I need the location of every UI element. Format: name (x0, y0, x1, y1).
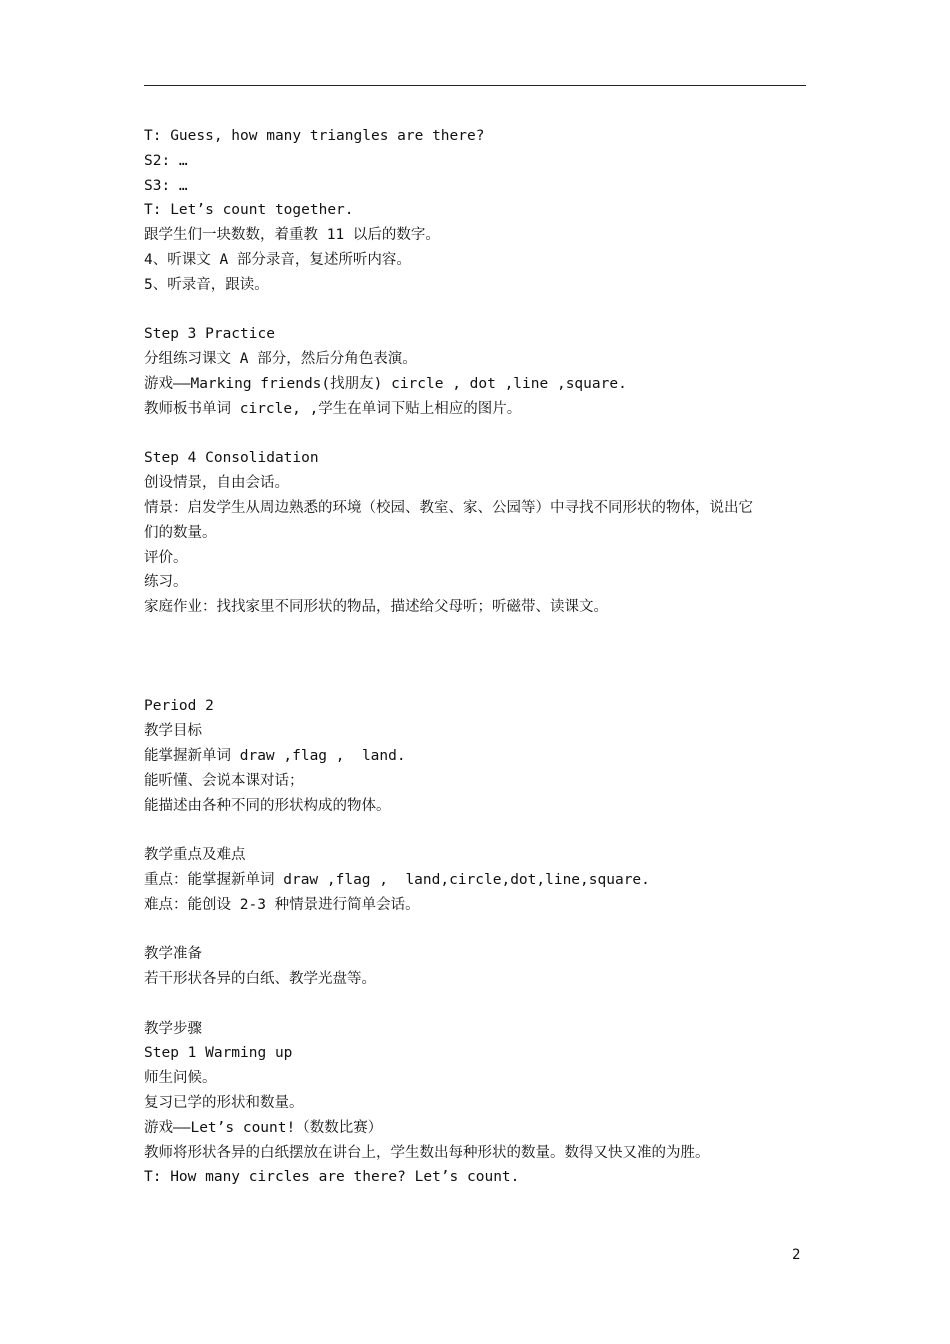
page-number: 2 (792, 1247, 801, 1263)
section-heading: 教学准备 (144, 946, 202, 963)
text-line: 重点：能掌握新单词 draw ,flag , land,circle,dot,line,square. (144, 871, 650, 888)
text-line: 们的数量。 (144, 524, 217, 541)
text-line: S3: … (144, 177, 188, 194)
text-line: 若干形状各异的白纸、教学光盘等。 (144, 971, 376, 988)
text-line: 复习已学的形状和数量。 (144, 1095, 304, 1112)
text-line: T: Guess, how many triangles are there? (144, 128, 485, 144)
text-line: 5、听录音，跟读。 (144, 276, 269, 293)
text-line: 情景：启发学生从周边熟悉的环境（校园、教室、家、公园等）中寻找不同形状的物体，说出它 (144, 499, 753, 516)
text-line: 游戏——Let’s count!（数数比赛） (144, 1119, 383, 1136)
text-line: 能掌握新单词 draw ,flag , land. (144, 747, 406, 764)
text-line: 分组练习课文 A 部分，然后分角色表演。 (144, 351, 417, 368)
blank-line (144, 620, 808, 645)
text-line: 家庭作业：找找家里不同形状的物品，描述给父母听；听磁带、读课文。 (144, 599, 608, 616)
section-heading: 教学目标 (144, 723, 202, 740)
period-heading: Period 2 (144, 698, 214, 715)
text-line: 创设情景，自由会话。 (144, 475, 289, 492)
blank-line (144, 645, 808, 670)
blank-line (144, 298, 808, 323)
section-heading: Step 4 Consolidation (144, 450, 319, 467)
text-line: 能听懂、会说本课对话； (144, 772, 304, 789)
blank-line (144, 818, 808, 843)
blank-line (144, 422, 808, 447)
section-heading: Step 1 Warming up (144, 1045, 293, 1062)
section-heading: 教学重点及难点 (144, 847, 246, 864)
text-line: 4、听课文 A 部分录音，复述所听内容。 (144, 251, 411, 268)
text-line: 练习。 (144, 574, 188, 591)
document-body (144, 124, 808, 1190)
section-heading: Step 3 Practice (144, 326, 275, 343)
blank-line (144, 992, 808, 1017)
text-line: 评价。 (144, 549, 188, 566)
header-rule (144, 85, 806, 86)
section-heading: 教学步骤 (144, 1020, 202, 1037)
text-line: 教师板书单词 circle, ,学生在单词下贴上相应的图片。 (144, 400, 522, 417)
text-line: 游戏——Marking friends(找朋友) circle , dot ,line ,square. (144, 375, 627, 392)
text-line: T: How many circles are there? Let’s count. (144, 1169, 520, 1186)
text-line: 跟学生们一块数数，着重教 11 以后的数字。 (144, 227, 440, 244)
blank-line (144, 670, 808, 695)
text-line: 师生问候。 (144, 1070, 217, 1087)
text-line: 能描述由各种不同的形状构成的物体。 (144, 797, 391, 814)
text-line: S2: … (144, 152, 188, 169)
text-line: 教师将形状各异的白纸摆放在讲台上，学生数出每种形状的数量。数得又快又准的为胜。 (144, 1144, 710, 1161)
blank-line (144, 918, 808, 943)
text-line: 难点：能创设 2-3 种情景进行简单会话。 (144, 896, 420, 913)
text-line: T: Let’s count together. (144, 202, 354, 219)
